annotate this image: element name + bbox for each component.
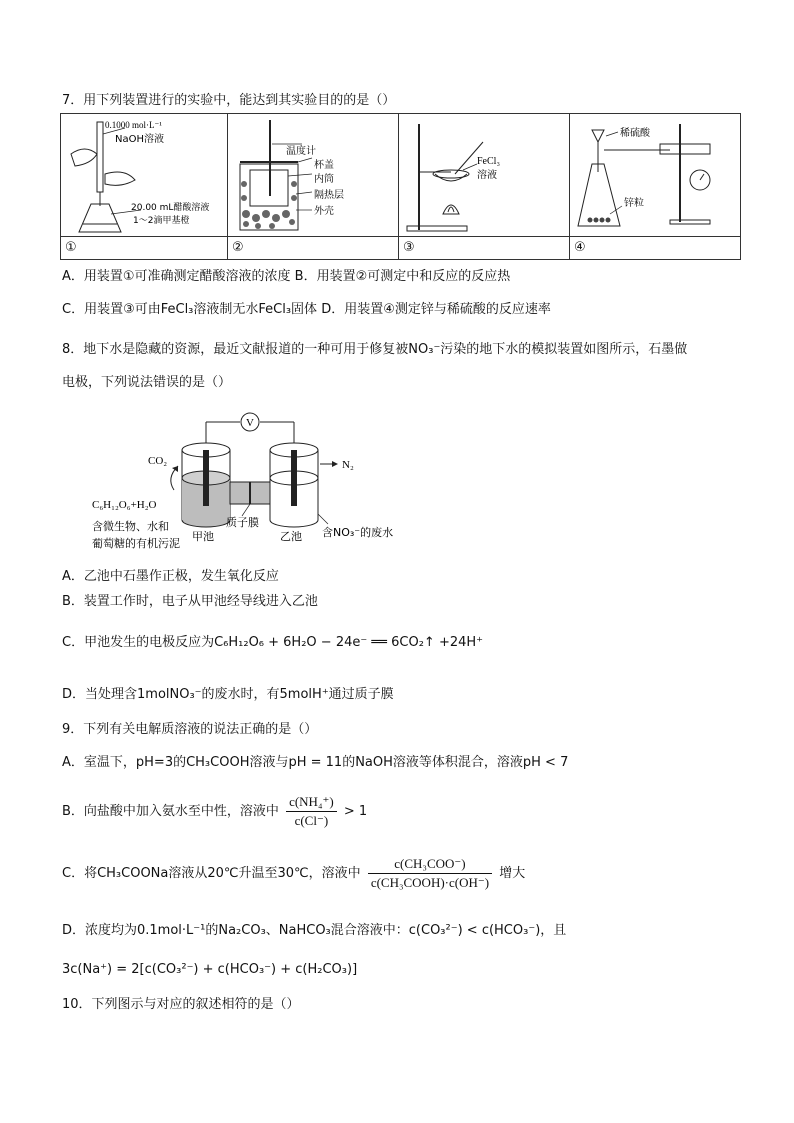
label-3: ③ [399,237,570,260]
q9-option-c [62,856,525,891]
q9-b-fraction [286,794,337,829]
q8-option-d: D．当处理含1molNO₃⁻的废水时，有5molH⁺通过质子膜 [62,687,394,702]
app2-lid: 杯盖 [314,160,334,171]
apparatus-2 [228,114,399,237]
app3-fecl: FeCl₃ [477,156,500,167]
q7-stem: 7．用下列装置进行的实验中，能达到其实验目的的是（） [62,93,396,108]
q9-c-fraction [368,856,492,891]
electrochemical-cell-figure [82,408,402,556]
q7-option-cd: C．用装置③可由FeCl₃溶液制无水FeCl₃固体 D．用装置④测定锌与稀硫酸的反应速率 [62,302,551,317]
q7-option-ab: A．用装置①可准确测定醋酸溶液的浓度 B．用装置②可测定中和反应的反应热 [62,269,511,284]
apparatus-4 [570,114,741,237]
fig-n2: N₂ [342,459,354,471]
apparatus-3 [399,114,570,237]
q8-stem-line1: 8．地下水是隐藏的资源，最近文献报道的一种可用于修复被NO₃⁻污染的地下水的模拟装置如图所示，石墨做 [62,342,688,357]
q9-option-a: A．室温下，pH=3的CH₃COOH溶液与pH = 11的NaOH溶液等体积混合，溶液pH < 7 [62,755,569,770]
fig-sludge-2: 葡萄糖的有机污泥 [92,537,180,550]
fig-membrane: 质子膜 [226,516,259,529]
app1-naoh: NaOH溶液 [115,134,164,145]
q8-option-a: A．乙池中石墨作正极，发生氧化反应 [62,569,279,584]
app3-sol: 溶液 [477,170,497,181]
voltmeter-label: V [246,417,254,429]
fig-sludge-1: 含微生物、水和 [92,520,169,533]
label-1: ① [61,237,228,260]
app2-insul: 隔热层 [314,190,344,201]
app4-zinc: 锌粒 [624,198,644,209]
q9-b-numerator: c(NH₄⁺) [286,794,337,812]
label-4: ④ [570,237,741,260]
q9-b-prefix: B．向盐酸中加入氨水至中性，溶液中 [62,804,279,819]
q9-b-denominator: c(Cl⁻) [294,813,329,828]
q9-stem: 9．下列有关电解质溶液的说法正确的是（） [62,722,318,737]
fig-jia: 甲池 [192,530,214,543]
app4-acid: 稀硫酸 [620,128,650,139]
apparatus-1 [61,114,228,237]
q9-c-prefix: C．将CH₃COONa溶液从20℃升温至30℃，溶液中 [62,866,361,881]
app1-conc: 0.1000 mol·L⁻¹ [105,120,162,130]
q8-option-b: B．装置工作时，电子从甲池经导线进入乙池 [62,594,318,609]
label-2: ② [228,237,399,260]
q9-c-numerator: c(CH₃COO⁻) [368,856,492,874]
q9-b-suffix: > 1 [343,804,368,819]
q10-stem: 10．下列图示与对应的叙述相符的是（） [62,997,300,1012]
q9-option-d-line2: 3c(Na⁺) = 2[c(CO₃²⁻) + c(HCO₃⁻) + c(H₂CO₃)] [62,962,358,977]
q9-c-suffix: 增大 [499,866,526,881]
app2-thermo: 温度计 [286,146,316,157]
fig-co2: CO₂ [148,455,168,467]
q9-c-denominator: c(CH₃COOH)·c(OH⁻) [370,875,490,890]
app2-shell: 外壳 [314,206,334,217]
app1-vol: 20.00 mL醋酸溶液 [131,203,210,213]
q9-option-d-line1: D．浓度均为0.1mol·L⁻¹的Na₂CO₃、NaHCO₃混合溶液中：c(CO₃²⁻) < c(HCO₃⁻)，且 [62,923,567,938]
fig-yi: 乙池 [280,530,302,543]
fig-waste: 含NO₃⁻的废水 [322,526,394,539]
q9-option-b [62,794,367,829]
app1-ind: 1～2滴甲基橙 [133,216,190,226]
q7-apparatus-table [60,113,741,260]
q8-option-c: C．甲池发生的电极反应为C₆H₁₂O₆ + 6H₂O − 24e⁻ ══ 6CO₂↑ +24H⁺ [62,635,484,650]
fig-glucose: C₆H₁₂O₆+H₂O [92,499,157,511]
app2-inner: 内筒 [314,174,334,185]
q8-stem-line2: 电极，下列说法错误的是（） [62,375,232,390]
